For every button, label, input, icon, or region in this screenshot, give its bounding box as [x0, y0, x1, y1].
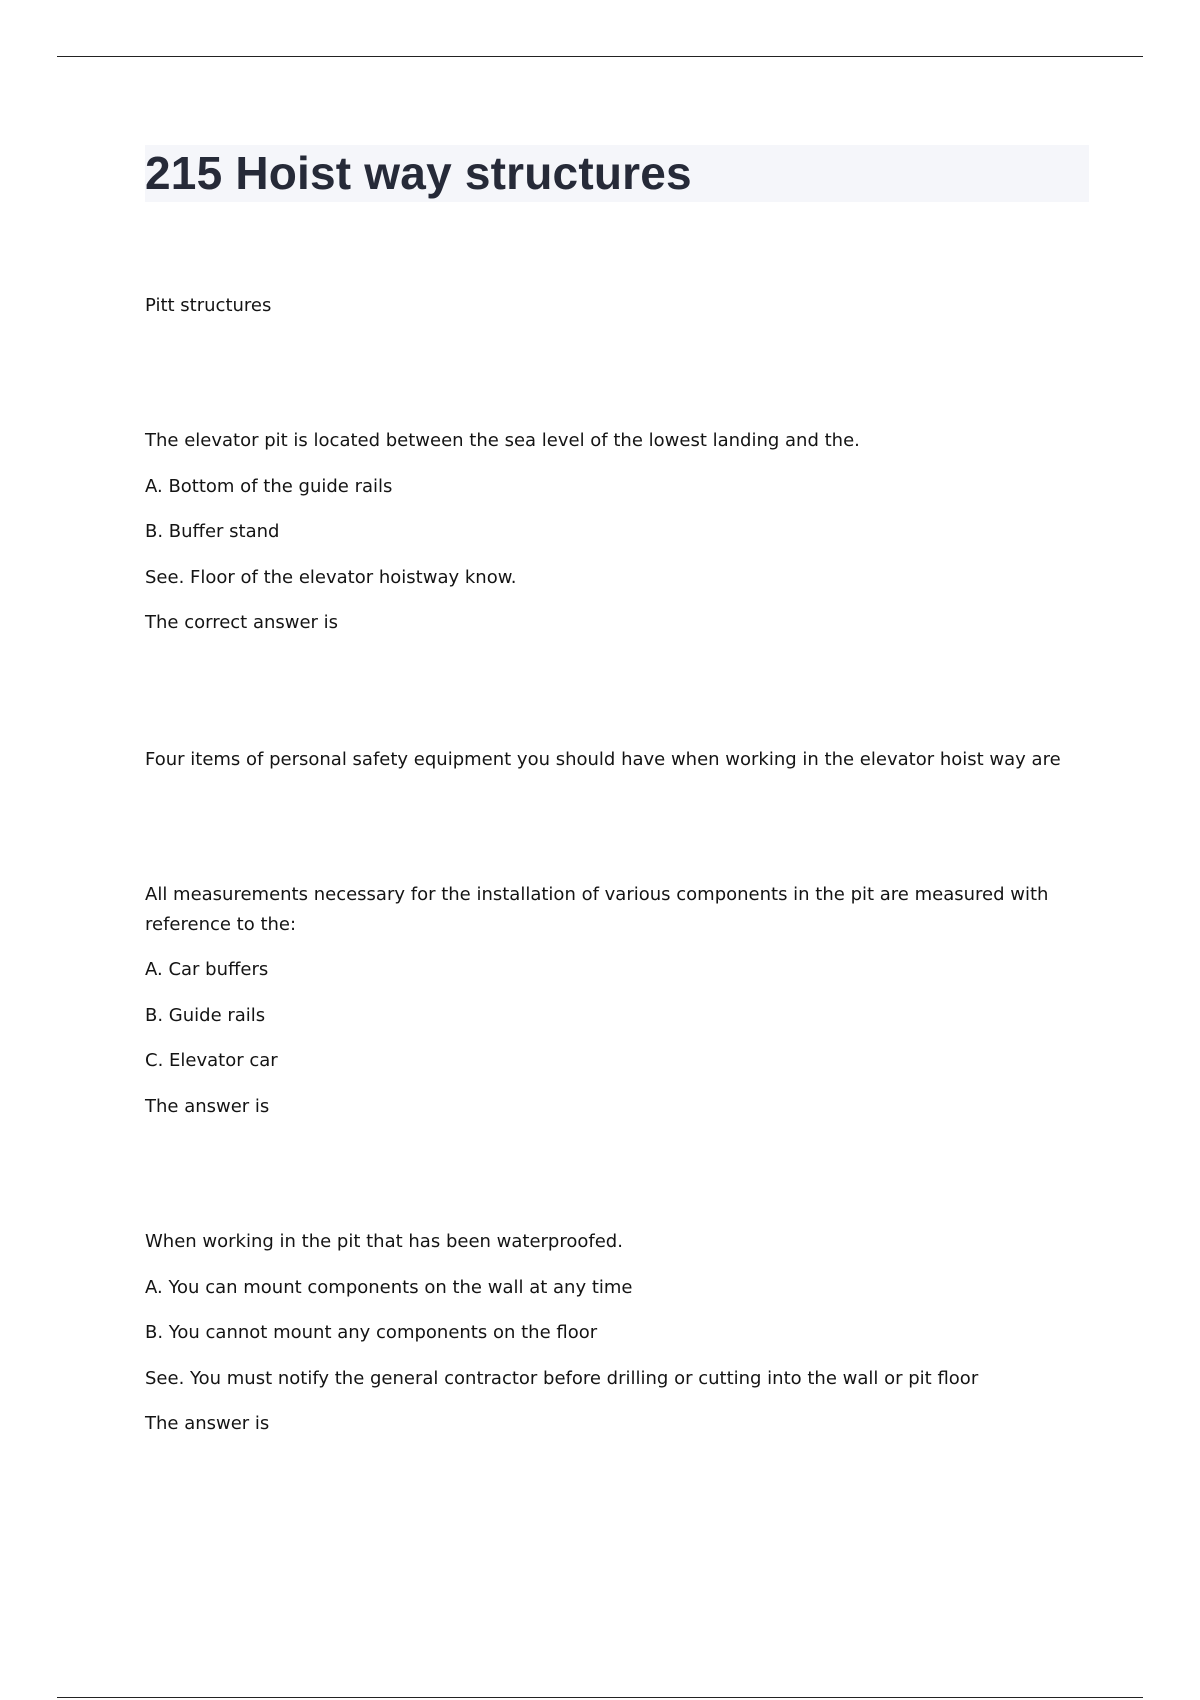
question-2-prompt: Four items of personal safety equipment you should have when working in the elevator hoist way are: [145, 749, 1061, 770]
section-heading: Pitt structures: [145, 295, 272, 316]
question-4-option-c: See. You must notify the general contractor before drilling or cutting into the wall or pit floor: [145, 1368, 979, 1389]
question-4-prompt: When working in the pit that has been waterproofed.: [145, 1231, 623, 1252]
question-1-option-b: B. Buffer stand: [145, 521, 280, 542]
question-3-option-a: A. Car buffers: [145, 959, 269, 980]
document-title: 215 Hoist way structures: [145, 147, 692, 199]
question-1-prompt: The elevator pit is located between the sea level of the lowest landing and the.: [145, 430, 860, 451]
question-3-option-b: B. Guide rails: [145, 1005, 266, 1026]
question-3-prompt: All measurements necessary for the installation of various components in the pit are measured with reference to the:: [145, 884, 1049, 935]
question-4-option-b: B. You cannot mount any components on the floor: [145, 1322, 598, 1343]
question-1-answer-line: The correct answer is: [145, 612, 339, 633]
top-rule: [57, 56, 1143, 57]
question-3-option-c: C. Elevator car: [145, 1050, 278, 1071]
question-1-option-c: See. Floor of the elevator hoistway know.: [145, 567, 517, 588]
bottom-rule: [57, 1697, 1143, 1698]
question-1-option-a: A. Bottom of the guide rails: [145, 476, 393, 497]
question-3-answer-line: The answer is: [145, 1096, 270, 1117]
question-4-answer-line: The answer is: [145, 1413, 270, 1434]
question-4-option-a: A. You can mount components on the wall at any time: [145, 1277, 633, 1298]
